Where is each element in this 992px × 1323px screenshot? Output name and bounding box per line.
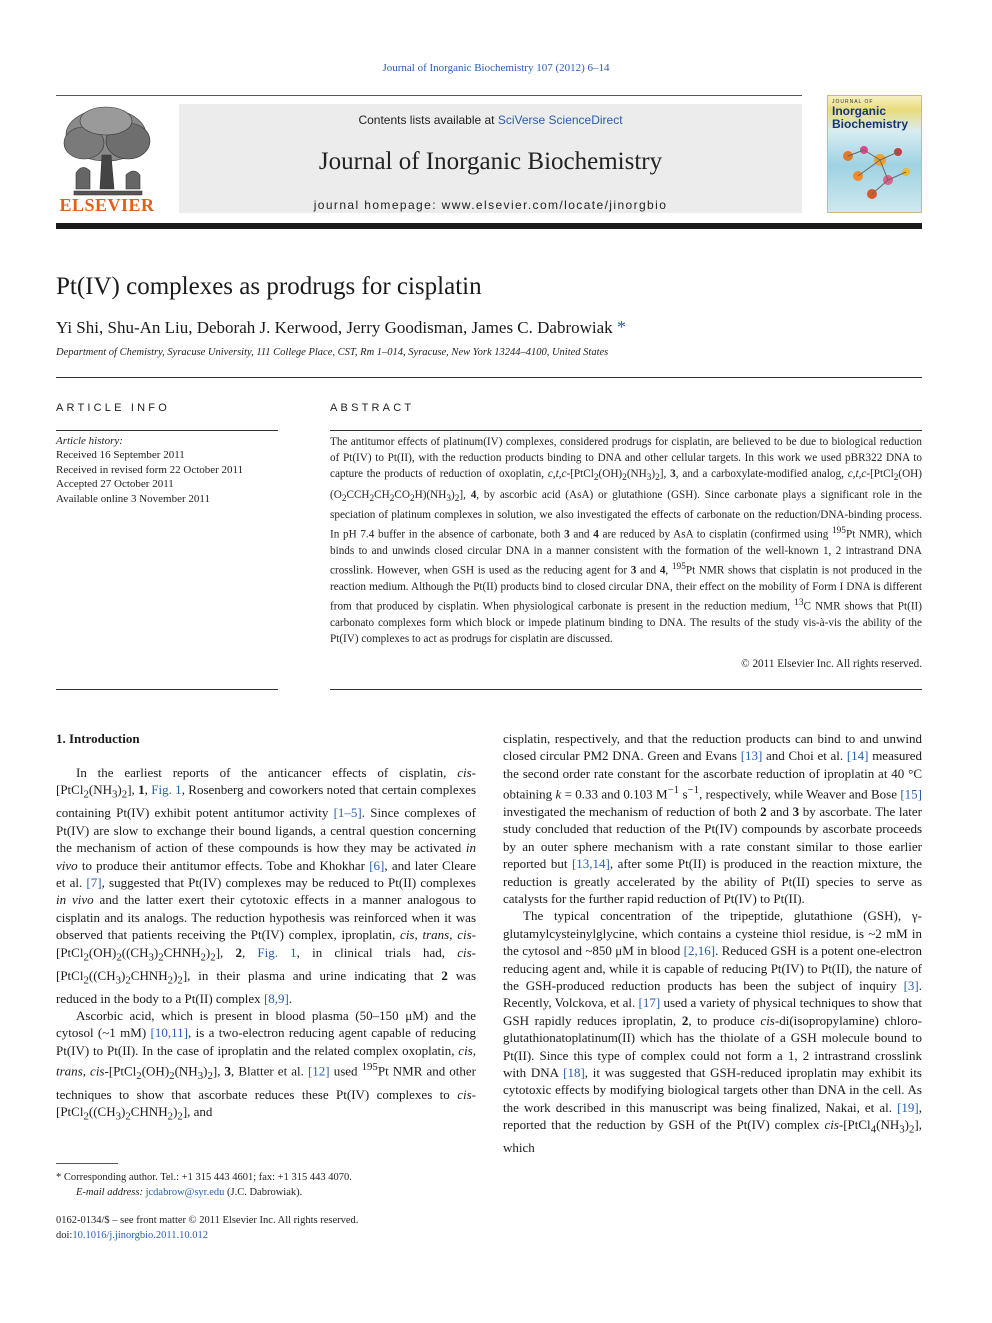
- fig-1-link[interactable]: Fig. 1: [151, 782, 182, 798]
- contents-line: [179, 113, 802, 127]
- ref-link[interactable]: [17]: [638, 995, 661, 1011]
- cover-title-line1: Inorganic: [832, 104, 887, 118]
- ref-link[interactable]: [14]: [846, 748, 869, 764]
- fig-1-link[interactable]: Fig. 1: [257, 944, 297, 960]
- masthead: [56, 95, 922, 221]
- email-label: E-mail address:: [76, 1187, 146, 1198]
- ref-link[interactable]: [19]: [897, 1099, 919, 1115]
- body-column-left: [56, 764, 476, 1126]
- abstract-bottom-rule: [330, 689, 922, 690]
- journal-cover-image: [827, 95, 922, 213]
- front-matter-footnote: [56, 1213, 476, 1243]
- contents-prefix: Contents lists available at: [358, 113, 498, 127]
- corresponding-author-footnote: [56, 1170, 476, 1200]
- ref-link[interactable]: [6]: [369, 857, 385, 873]
- cover-molecule-icon: [828, 136, 922, 213]
- ref-link[interactable]: [8,9]: [263, 990, 289, 1006]
- history-revised: Received in revised form 22 October 2011: [56, 463, 244, 476]
- journal-homepage[interactable]: journal homepage: www.elsevier.com/locate/jinorgbio: [313, 198, 668, 212]
- publisher-name: ELSEVIER: [59, 195, 155, 215]
- abstract-heading: ABSTRACT: [330, 402, 415, 414]
- author-list: [56, 317, 626, 338]
- issn-line: 0162-0134/$ – see front matter © 2011 Elsevier Inc. All rights reserved.: [56, 1215, 359, 1226]
- cover-small-text: JOURNAL OF: [832, 99, 874, 105]
- intro-paragraph-1: In the earliest reports of the anticancer effects of cisplatin, cis-$[PtCl_2(NH_3)_2]$, 1, Fig. 1, Rosenberg and coworkers noted that certain complexes containing Pt(IV) exhibit potent antitumor activity [1–5]. Since complexes of Pt(IV) are slow to exchange their bound ligands, a central question concerning the mechanism of action of these compounds is how they may be activated in vivo to produce their antitumor effects. Tobe and Khokhar [6], and later Cleare et al. [7], suggested that Pt(IV) complexes may be reduced to Pt(II) complexes in vivo and the latter exert their cytotoxic effects in a manner analogous to cisplatin and its analogs. The reduction hypothesis was reinforced when it was observed that patients receiving the Pt(IV) complex, iproplatin, cis, trans, cis-$[PtCl_2(OH)_2((CH_3)_2CHNH_2)_2]$, 2, Fig. 1, in clinical trials had, cis-$[PtCl_2((CH_3)_2CHNH_2)_2]$, in their plasma and urine indicating that 2 was reduced in the body to a Pt(II) complex [8,9].: [56, 765, 476, 1006]
- sciencedirect-link[interactable]: SciVerse ScienceDirect: [497, 113, 623, 127]
- footnote-rule: [56, 1163, 118, 1164]
- email-link[interactable]: jcdabrow@syr.edu: [145, 1187, 225, 1198]
- title-divider: [56, 377, 922, 378]
- intro-paragraph-2-cont: cisplatin, respectively, and that the reduction products can bind to and unwind closed circular PM2 DNA. Green and Evans [13] and Choi et al. [14] measured the second order rate constant for the ascorbate reduction of iproplatin at 40 °C obtaining k = 0.33 and 0.103 $M^{-1}$ $s^{-1}$, respectively, while Weaver and Bose [15] investigated the mechanism of reduction of both 2 and 3 by ascorbate. The later study concluded that reduction of the Pt(IV) compounds by ascorbate proceeds by an outer sphere mechanism with a rate constant similar to those earlier reported but [13,14], after some Pt(II) is produced in the reaction mixture, the reduction is greatly accelerated by the ability of Pt(II) species to serve as catalysts for the further rapid reduction of Pt(IV) to Pt(II).: [503, 731, 923, 906]
- info-rule: [56, 430, 278, 431]
- ref-link[interactable]: [15]: [900, 786, 923, 802]
- journal-title: Journal of Inorganic Biochemistry: [318, 148, 663, 175]
- intro-paragraph-2: Ascorbic acid, which is present in blood plasma (50–150 μM) and the cytosol (~1 mM) [10,11], is a two-electron reducing agent capable of reducing Pt(IV) to Pt(II). In the case of iproplatin and the related complex oxoplatin, cis, trans, cis-$[PtCl_2(OH)_2(NH_3)_2]$, 3, Blatter et al. [12] used $^{195}$Pt NMR and other techniques to show that ascorbate reduces these Pt(IV) complexes to cis-$[PtCl_2((CH_3)_2CHNH_2)_2]$, and: [56, 1008, 476, 1123]
- doi-label: doi:: [56, 1230, 73, 1241]
- ref-link[interactable]: [7]: [86, 875, 102, 891]
- history-online: Available online 3 November 2011: [56, 492, 210, 505]
- doi-link[interactable]: 10.1016/j.jinorgbio.2011.10.012: [72, 1230, 208, 1241]
- cover-title: [832, 105, 918, 131]
- abstract-rule: [330, 430, 922, 431]
- journal-citation[interactable]: Journal of Inorganic Biochemistry 107 (2012) 6–14: [382, 62, 610, 74]
- info-bottom-rule: [56, 689, 278, 690]
- ref-link[interactable]: [13,14]: [571, 856, 610, 872]
- intro-paragraph-3: The typical concentration of the tripeptide, glutathione (GSH), γ-glutamylcysteinylglycine, which contains a cysteine thiol residue, is ~2 mM in the cytosol and ~850 μM in blood [2,16]. Reduced GSH is a potent one-electron reducing agent and, while it is capable of reducing Pt(IV) to Pt(II), the nature of the GSH-produced reduction products has been the subject of inquiry [3]. Recently, Volckova, et al. [17] used a variety of physical techniques to show that GSH rapidly reduces iproplatin, 2, to produce cis-di(isopropylamine) chloro-glutathionatoplatinum(II) which has the thiolate of a GSH molecule bound to Pt(II). Since this type of complex could not form a 1, 2 intrastrand crosslink with DNA [18], it was suggested that GSH-reduced iproplatin may exhibit its cytotoxic effects by modifying biological targets other than DNA in the cell. As the work described in this manuscript was being finalized, Nakai, et al. [19], reported that the reduction by GSH of the Pt(IV) complex cis-$[PtCl_4(NH_3)_2]$, which: [503, 908, 923, 1156]
- body-column-right: [503, 730, 922, 1157]
- affiliation: Department of Chemistry, Syracuse University, 111 College Place, CST, Rm 1–014, Syracuse, New York 13244–4100, United States: [56, 347, 609, 358]
- journal-banner: [179, 104, 802, 213]
- doi-line: [56, 1228, 476, 1243]
- article-history: [56, 434, 278, 506]
- ref-link[interactable]: [18]: [563, 1065, 585, 1081]
- corresponding-author-mark[interactable]: *: [616, 317, 626, 337]
- abstract-text: The antitumor effects of platinum(IV) complexes, considered prodrugs for cisplatin, are believed to be due to biological reduction of Pt(IV) to Pt(II), with the reduction products binding to DNA and other cellular targets. In this work we used pBR322 DNA to capture the products of reduction of oxoplatin, $c,t,c-[PtCl_2(OH)_2(NH_3)_2]$, 3, and a carboxylate-modified analog, $c,t,c-[PtCl_2(OH)(O_2CCH_2CH_2CO_2H)(NH_3)_2]$, 4, by ascorbic acid (AsA) or glutathione (GSH). Since carbonate plays a significant role in the speciation of platinum complexes in solution, we also investigated the effects of carbonate on the reduction/DNA-binding process. In pH 7.4 buffer in the absence of carbonate, both 3 and 4 are reduced by AsA to cisplatin (confirmed using $^{195}$Pt NMR), which binds to and unwinds closed circular DNA in a manner consistent with the formation of the well-known 1, 2 intrastrand DNA crosslink. However, when GSH is used as the reducing agent for 3 and 4, $^{195}$Pt NMR shows that cisplatin is not produced in the reaction medium. Although the Pt(II) products bind to closed circular DNA, their effect on the mobility of Form I DNA is different from that produced by cisplatin. When physiological carbonate is present in the reduction medium, $^{13}$C NMR shows that Pt(II) carbonato complexes form which block or impede platinum binding to DNA. The results of the study vis-à-vis the ability of the Pt(IV) complexes to act as prodrugs for cisplatin are discussed.: [330, 436, 923, 645]
- history-accepted: Accepted 27 October 2011: [56, 478, 174, 491]
- history-received: Received 16 September 2011: [56, 449, 185, 462]
- ref-link[interactable]: [3]: [903, 978, 919, 994]
- history-label: Article history:: [56, 435, 123, 447]
- header-divider: [56, 223, 922, 229]
- cover-title-line2: Biochemistry: [832, 117, 909, 131]
- ref-link[interactable]: [13]: [740, 748, 763, 764]
- email-suffix: (J.C. Dabrowiak).: [224, 1187, 303, 1198]
- article-info-heading: ARTICLE INFO: [56, 402, 170, 414]
- article-title: Pt(IV) complexes as prodrugs for cisplatin: [56, 273, 482, 300]
- corresponding-author-contact: * Corresponding author. Tel.: +1 315 443 4601; fax: +1 315 443 4070.: [56, 1172, 352, 1183]
- email-line: [56, 1185, 476, 1200]
- introduction-heading: 1. Introduction: [56, 731, 140, 746]
- ref-link[interactable]: [2,16]: [683, 943, 716, 959]
- ref-link[interactable]: [10,11]: [150, 1025, 188, 1041]
- abstract-copyright: © 2011 Elsevier Inc. All rights reserved.: [741, 658, 922, 670]
- masthead-rule: [56, 95, 802, 96]
- ref-link[interactable]: [12]: [307, 1063, 330, 1079]
- ref-link[interactable]: [1–5]: [333, 805, 362, 821]
- authors-names: Yi Shi, Shu-An Liu, Deborah J. Kerwood, Jerry Goodisman, James C. Dabrowiak: [56, 318, 613, 337]
